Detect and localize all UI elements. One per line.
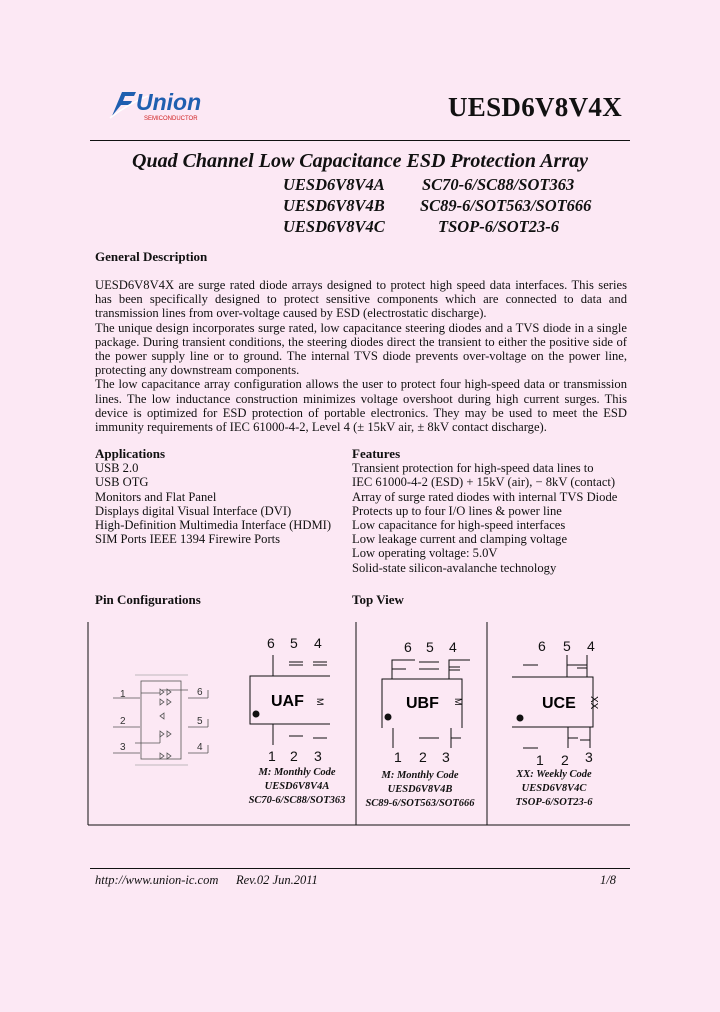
package-b-pin-5: 5 [426,639,434,655]
package-b-code-label: M: Monthly Code [381,770,459,781]
application-item: High-Definition Multimedia Interface (HDMI) [95,518,332,533]
application-item: USB 2.0 [95,461,139,476]
package-c-pin-3: 3 [585,749,593,765]
package-a-package: SC70-6/SC88/SOT363 [248,795,346,806]
feature-item: IEC 61000-4-2 (ESD) + 15kV (air), − 8kV (contact) [352,475,616,490]
feature-item: Low leakage current and clamping voltage [352,532,568,547]
application-item: Displays digital Visual Interface (DVI) [95,503,292,518]
package-a-pin-1: 1 [268,748,276,764]
package-b-marking: UBF [406,695,439,712]
package-a-pin-4: 4 [314,635,322,651]
package-a-marking: UAF [271,693,304,710]
footer-revision: Rev.02 Jun.2011 [236,873,318,887]
footer-divider [90,868,630,869]
feature-item: Low operating voltage: 5.0V [352,546,498,561]
package-a-diagram [250,635,330,764]
document-subtitle: Quad Channel Low Capacitance ESD Protection Array [132,150,588,172]
application-item: Monitors and Flat Panel [95,489,217,504]
feature-item: Solid-state silicon-avalanche technology [352,560,557,575]
svg-text:SEMICONDUCTOR: SEMICONDUCTOR [144,116,198,122]
part-number: UESD6V8V4X [447,92,622,122]
package-b-code-mark: M [453,698,463,706]
top-view-heading: Top View [352,592,404,607]
applications-heading: Applications [95,446,166,461]
package-b-pin-6: 6 [404,639,412,655]
feature-item: Transient protection for high-speed data lines to [352,461,594,476]
variant-model-c: UESD6V8V4C [283,217,385,236]
variant-model-b: UESD6V8V4B [283,196,385,215]
package-a-pin-6: 6 [267,635,275,651]
footer-url[interactable]: http://www.union-ic.com [95,873,219,887]
variant-package-b: SC89-6/SOT563/SOT666 [420,196,592,215]
package-c-code-mark: XX [588,696,599,710]
package-a-code-label: M: Monthly Code [258,767,336,778]
package-b-diagram [382,639,470,765]
features-heading: Features [352,446,401,461]
schematic-pin-5: 5 [197,716,203,727]
schematic-pin-1: 1 [120,689,126,700]
description-paragraph: UESD6V8V4X are surge rated diode arrays designed to protect high speed data interfaces. This series has been specifically designed to protect sensitive components which are connected to data and transmission lines from over-voltage caused by ESD (electrostatic discharge). [95,278,627,321]
internal-schematic [113,675,208,765]
package-c-model: UESD6V8V4C [521,783,587,794]
page-number: 1/8 [600,873,616,887]
feature-item: Low capacitance for high-speed interfaces [352,518,566,533]
schematic-pin-2: 2 [120,716,126,727]
package-a-pin-2: 2 [290,748,298,764]
description-paragraph: The unique design incorporates surge rated, low capacitance steering diodes and a TVS diode in a single package. During transient conditions, the steering diodes direct the transient to either the positive side of the power supply line or to ground. The internal TVS diode prevents over-voltage on the power line, protecting any downstream components. [95,320,627,378]
application-item: SIM Ports IEEE 1394 Firewire Ports [95,532,281,547]
package-c-pin-2: 2 [561,752,569,768]
package-b-package: SC89-6/SOT563/SOT666 [365,798,475,809]
package-c-code-label: XX: Weekly Code [516,769,592,780]
package-b-pin-1: 1 [394,749,402,765]
package-c-marking: UCE [542,695,576,712]
pin-configurations-heading: Pin Configurations [95,592,201,607]
description-paragraph: The low capacitance array configuration allows the user to protect four high-speed data or transmission lines. The low inductance construction minimizes voltage overshoot during high current surges. This device is optimized for ESD protection of portable electronics. They may be used to meet the ESD immunity requirements of IEC 61000-4-2, Level 4 (± 15kV air, ± 8kV contact discharge). [95,377,627,435]
schematic-pin-3: 3 [120,742,126,753]
variant-model-a: UESD6V8V4A [283,175,385,194]
package-a-model: UESD6V8V4A [264,781,330,792]
package-b-model: UESD6V8V4B [387,784,453,795]
package-a-pin-5: 5 [290,635,298,651]
schematic-pin-6: 6 [197,687,203,698]
package-a-pin-3: 3 [314,748,322,764]
package-c-pin-1: 1 [536,752,544,768]
package-b-pin-4: 4 [449,639,457,655]
package-b-pin-3: 3 [442,749,450,765]
package-b-pin-2: 2 [419,749,427,765]
feature-item: Protects up to four I/O lines & power line [352,503,562,518]
svg-text:Union: Union [136,89,202,115]
package-c-package: TSOP-6/SOT23-6 [515,797,593,808]
schematic-pin-4: 4 [197,742,203,753]
package-c-pin-4: 4 [587,638,595,654]
variant-package-a: SC70-6/SC88/SOT363 [422,175,575,194]
general-description-heading: General Description [95,249,208,264]
package-c-pin-5: 5 [563,638,571,654]
package-c-diagram [512,638,599,768]
package-c-pin-6: 6 [538,638,546,654]
application-item: USB OTG [95,475,149,490]
feature-item: Array of surge rated diodes with internal TVS Diode [352,489,618,504]
package-a-code-mark: M [315,698,325,706]
variant-package-c: TSOP-6/SOT23-6 [438,217,559,236]
